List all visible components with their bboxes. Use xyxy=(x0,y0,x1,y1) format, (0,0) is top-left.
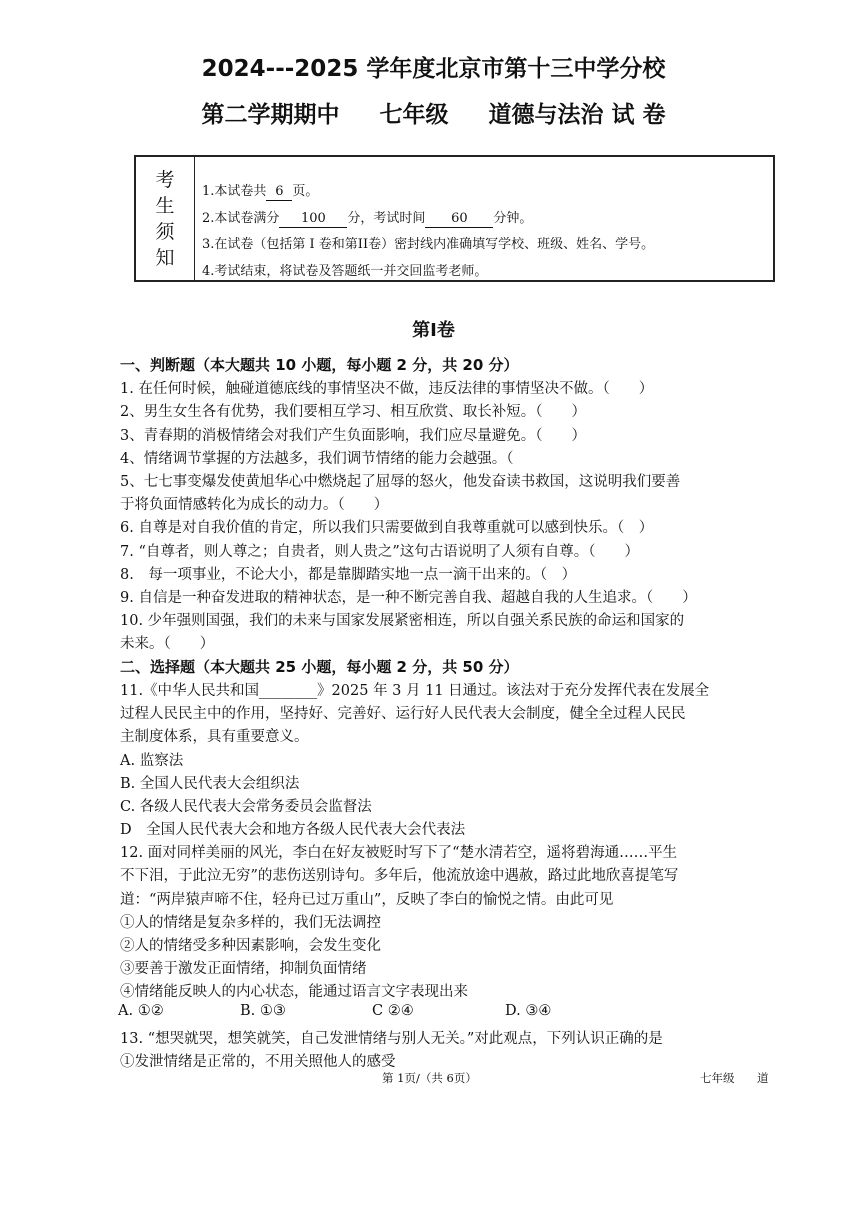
q11-line3: 主制度体系，具有重要意义。 xyxy=(120,729,309,745)
q12-line1: 12. 面对同样美丽的风光，李白在好友被贬时写下了“楚水清若空，遥将碧海通……平生 xyxy=(120,845,678,861)
notice-heading-char: 知 xyxy=(155,246,175,269)
q12-option-a: A. ①② xyxy=(118,1003,164,1019)
question-line: 6. 自尊是对自我价值的肯定，所以我们只需要做到自我尊重就可以感到快乐。（ ） xyxy=(120,520,654,536)
notice-text: 分，考试时间 xyxy=(347,210,426,226)
q12-item-3: ③要善于激发正面情绪，抑制负面情绪 xyxy=(120,961,367,977)
q12-option-d: D. ③④ xyxy=(505,1003,552,1019)
notice-text: 1.本试卷共 xyxy=(202,184,267,199)
question-line: 4、情绪调节掌握的方法越多，我们调节情绪的能力会越强。（ xyxy=(120,451,514,467)
question-line: 于将负面情感转化为成长的动力。（ ） xyxy=(120,497,389,513)
question-line: 7. “自尊者，则人尊之；自贵者，则人贵之”这句古语说明了人须有自尊。（ ） xyxy=(120,544,640,560)
question-line: 2、男生女生各有优势，我们要相互学习、相互欣赏、取长补短。（ ） xyxy=(120,404,586,420)
question-line: 1. 在任何时候，触碰道德底线的事情坚决不做，违反法律的事情坚决不做。（ ） xyxy=(120,381,654,397)
notice-heading-char: 生 xyxy=(155,194,175,217)
question-line: 10. 少年强则国强，我们的未来与国家发展紧密相连，所以自强关系民族的命运和国家的 xyxy=(120,613,685,629)
q12-line2: 不下泪，于此泣无穷”的悲伤送别诗句。多年后，他流放途中遇赦，路过此地欣喜提笔写 xyxy=(120,868,679,884)
q12-line3: 道：“两岸猿声啼不住，轻舟已过万重山”，反映了李白的愉悦之情。由此可见 xyxy=(120,892,614,908)
q11-option-c: C. 各级人民代表大会常务委员会监督法 xyxy=(120,799,372,815)
q11-option-b: B. 全国人民代表大会组织法 xyxy=(120,776,300,792)
full-score: 100 xyxy=(279,211,347,228)
notice-heading xyxy=(136,157,195,280)
question-line: 未来。（ ） xyxy=(120,636,215,652)
notice-text: 2.本试卷满分 xyxy=(202,210,280,226)
notice-line-3: 3.在试卷（包括第 I 卷和第II卷）密封线内准确填写学校、班级、姓名、学号。 xyxy=(202,237,655,252)
notice-line-1 xyxy=(202,179,654,206)
question-line: 8. 每一项事业，不论大小，都是靠脚踏实地一点一滴干出来的。（ ） xyxy=(120,567,577,583)
notice-text: 页。 xyxy=(292,184,319,199)
footer-subject: 道 xyxy=(757,1071,769,1085)
page-number: 第 1页/（共 6页） xyxy=(382,1071,477,1085)
exam-duration: 60 xyxy=(425,211,493,228)
exam-title-line1: 2024---2025 学年度北京市第十三中学分校 xyxy=(201,56,666,82)
question-line: 5、七七事变爆发使黄旭华心中燃烧起了屈辱的怒火，他发奋读书救国，这说明我们要善 xyxy=(120,474,681,490)
page-count: 6 xyxy=(266,184,292,201)
section-title: 第I卷 xyxy=(412,320,455,341)
q11-line2: 过程人民民主中的作用，坚持好、完善好、运行好人民代表大会制度，健全全过程人民民 xyxy=(120,706,686,722)
q12-option-c: C ②④ xyxy=(372,1003,414,1019)
q12-item-2: ②人的情绪受多种因素影响，会发生变化 xyxy=(120,938,381,954)
exam-title-line2: 第二学期期中 七年级 道德与法治 试 卷 xyxy=(201,102,666,128)
q11-line1: 11.《中华人民共和国________》2025 年 3 月 11 日通过。该法对于充分发挥代表在发展全 xyxy=(120,683,710,699)
q12-option-b: B. ①③ xyxy=(240,1003,286,1019)
question-line: 9. 自信是一种奋发进取的精神状态，是一种不断完善自我、超越自我的人生追求。（ ） xyxy=(120,590,697,606)
notice-line-4: 4.考试结束，将试卷及答题纸一并交回监考老师。 xyxy=(202,263,488,279)
notice-heading-char: 考 xyxy=(155,168,175,191)
candidate-notice-box xyxy=(134,155,775,282)
notice-line-2 xyxy=(202,206,654,233)
q11-option-a: A. 监察法 xyxy=(120,753,184,769)
q11-option-d: D 全国人民代表大会和地方各级人民代表大会代表法 xyxy=(120,822,466,838)
footer-grade: 七年级 xyxy=(700,1071,735,1085)
part1-heading: 一、判断题（本大题共 10 小题，每小题 2 分，共 20 分） xyxy=(120,356,519,374)
question-line: 3、青春期的消极情绪会对我们产生负面影响，我们应尽量避免。（ ） xyxy=(120,428,586,444)
q12-item-1: ①人的情绪是复杂多样的，我们无法调控 xyxy=(120,915,381,931)
q12-item-4: ④情绪能反映人的内心状态，能通过语言文字表现出来 xyxy=(120,984,468,1000)
part2-heading: 二、选择题（本大题共 25 小题，每小题 2 分，共 50 分） xyxy=(120,658,519,676)
q13-line1: 13. “想哭就哭，想笑就笑，自己发泄情绪与别人无关。”对此观点，下列认识正确的是 xyxy=(120,1031,663,1047)
notice-rows xyxy=(202,179,654,285)
q13-line2: ①发泄情绪是正常的，不用关照他人的感受 xyxy=(120,1054,396,1070)
notice-text: 分钟。 xyxy=(493,210,533,226)
notice-heading-char: 须 xyxy=(155,220,175,243)
